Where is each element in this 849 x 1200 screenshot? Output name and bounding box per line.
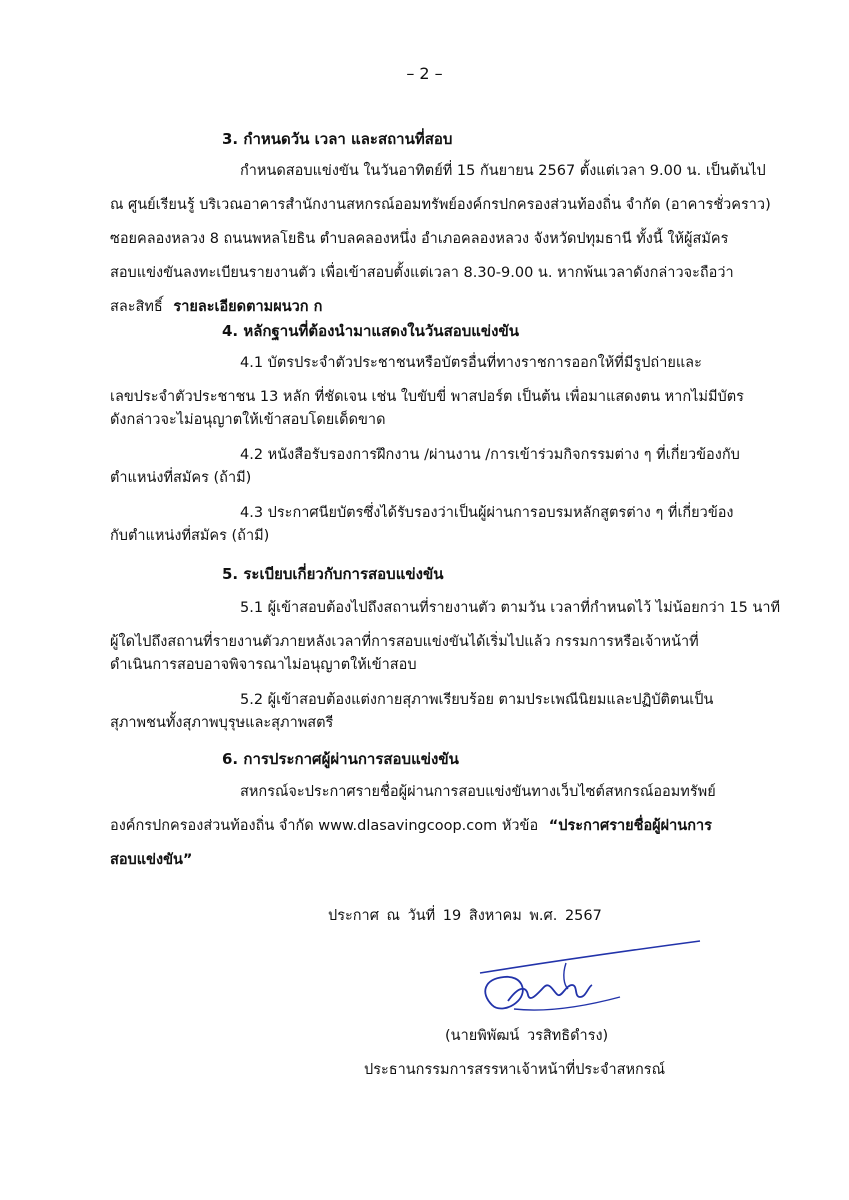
page-number: – 2 – (406, 64, 443, 83)
section-3-line: กำหนดสอบแข่งขัน ในวันอาทิตย์ที่ 15 กันยายน 2567 ตั้งแต่เวลา 9.00 น. เป็นต้นไป (240, 163, 766, 179)
section-3-last-line (110, 299, 322, 316)
section-5-heading: 5. ระเบียบเกี่ยวกับการสอบแข่งขัน (222, 565, 444, 583)
section-6-line (110, 818, 712, 835)
section-4-line: 4.3 ประกาศนียบัตรซึ่งได้รับรองว่าเป็นผู้ผ่านการอบรมหลักสูตรต่าง ๆ ที่เกี่ยวข้อง (240, 505, 734, 521)
section-4-heading: 4. หลักฐานที่ต้องนำมาแสดงในวันสอบแข่งขัน (222, 322, 520, 340)
section-5-line: 5.1 ผู้เข้าสอบต้องไปถึงสถานที่รายงานตัว ตามวัน เวลาที่กำหนดไว้ ไม่น้อยกว่า 15 นาที (240, 600, 781, 616)
section-5-line: 5.2 ผู้เข้าสอบต้องแต่งกายสุภาพเรียบร้อย ตามประเพณีนิยมและปฏิบัติตนเป็น (240, 692, 714, 708)
announcement-topic-end: สอบแข่งขัน” (110, 852, 193, 868)
section-5-line: สุภาพชนทั้งสุภาพบุรุษและสุภาพสตรี (110, 715, 334, 731)
signature-image (470, 935, 710, 1025)
section-4-line: 4.2 หนังสือรับรองการฝึกงาน /ผ่านงาน /การเข้าร่วมกิจกรรมต่าง ๆ ที่เกี่ยวข้องกับ (240, 447, 740, 463)
section-4-line: กับตำแหน่งที่สมัคร (ถ้ามี) (110, 528, 270, 544)
section-6-line: สหกรณ์จะประกาศรายชื่อผู้ผ่านการสอบแข่งขันทางเว็บไซต์สหกรณ์ออมทรัพย์ (240, 784, 716, 800)
section-4-line: 4.1 บัตรประจำตัวประชาชนหรือบัตรอื่นที่ทางราชการออกให้ที่มีรูปถ่ายและ (240, 355, 702, 371)
section-6-heading: 6. การประกาศผู้ผ่านการสอบแข่งขัน (222, 750, 459, 768)
section-3-line: สอบแข่งขันลงทะเบียนรายงานตัว เพื่อเข้าสอบตั้งแต่เวลา 8.30-9.00 น. หากพ้นเวลาดังกล่าวจะถือว่า (110, 265, 734, 281)
section-3-heading: 3. กำหนดวัน เวลา และสถานที่สอบ (222, 130, 453, 148)
signer-name: (นายพิพัฒน์ วรสิทธิดำรง) (445, 1028, 609, 1044)
section-5-line: ดำเนินการสอบอาจพิจารณาไม่อนุญาตให้เข้าสอบ (110, 657, 417, 673)
section-6-text: องค์กรปกครองส่วนท้องถิ่น จำกัด www.dlasavingcoop.com หัวข้อ (110, 818, 539, 834)
section-3-text: สละสิทธิ์ (110, 299, 163, 315)
annex-reference: รายละเอียดตามผนวก ก (173, 299, 323, 315)
section-3-line: ซอยคลองหลวง 8 ถนนพหลโยธิน ตำบลคลองหนึ่ง อำเภอคลองหลวง จังหวัดปทุมธานี ทั้งนี้ ให้ผู้สมัคร (110, 231, 729, 247)
signer-position: ประธานกรรมการสรรหาเจ้าหน้าที่ประจำสหกรณ์ (364, 1062, 666, 1078)
section-4-line: ดังกล่าวจะไม่อนุญาตให้เข้าสอบโดยเด็ดขาด (110, 412, 386, 428)
announcement-date: ประกาศ ณ วันที่ 19 สิงหาคม พ.ศ. 2567 (328, 908, 602, 924)
section-4-line: ตำแหน่งที่สมัคร (ถ้ามี) (110, 470, 252, 486)
section-3-line: ณ ศูนย์เรียนรู้ บริเวณอาคารสำนักงานสหกรณ์ออมทรัพย์องค์กรปกครองส่วนท้องถิ่น จำกัด (อาคารชั่วคราว) (110, 197, 771, 213)
section-5-line: ผู้ใดไปถึงสถานที่รายงานตัวภายหลังเวลาที่การสอบแข่งขันได้เริ่มไปแล้ว กรรมการหรือเจ้าหน้าที่ (110, 634, 699, 650)
announcement-topic: “ประกาศรายชื่อผู้ผ่านการ (548, 818, 712, 834)
section-4-line: เลขประจำตัวประชาชน 13 หลัก ที่ชัดเจน เช่น ใบขับขี่ พาสปอร์ต เป็นต้น เพื่อมาแสดงตน หากไม่มีบัตร (110, 389, 744, 405)
